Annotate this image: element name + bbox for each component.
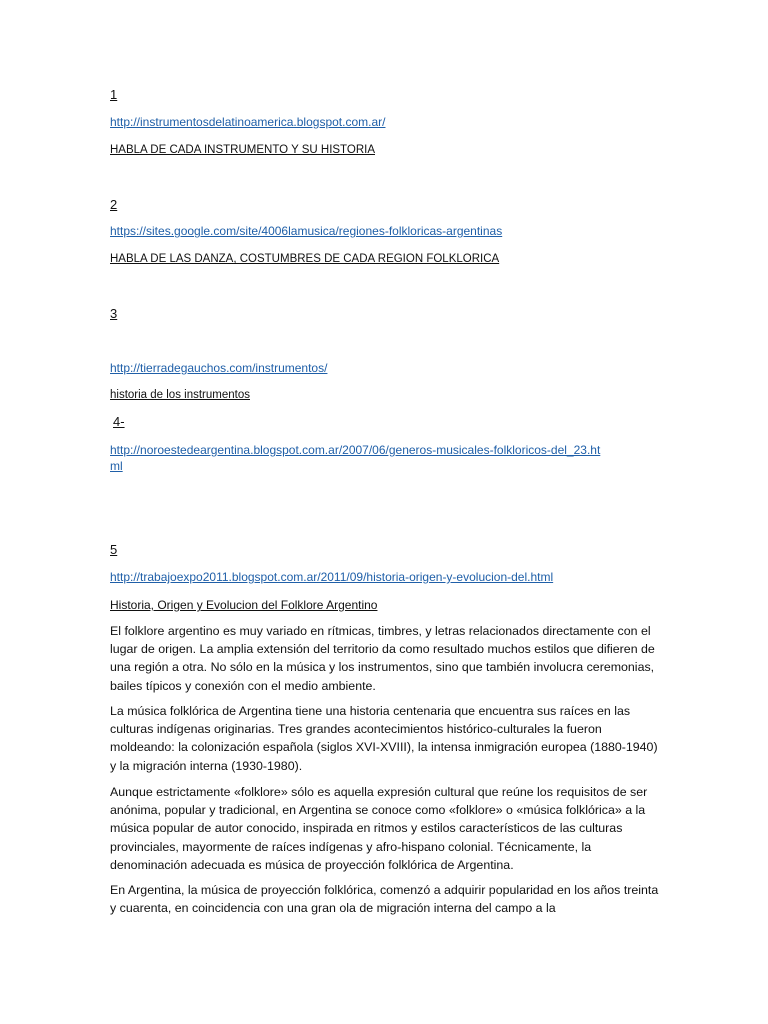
section-number-2: 2 [110, 197, 118, 212]
section-link-3[interactable]: http://tierradegauchos.com/instrumentos/ [110, 361, 328, 375]
section-description-2: HABLA DE LAS DANZA, COSTUMBRES DE CADA REGION FOLKLORICA [110, 253, 500, 265]
body-paragraph-1: El folklore argentino es muy variado en rítmicas, timbres, y letras relacionados directamente con el lugar de origen. La amplia extensión del territorio da como resultado muchos estilos que difieren de una región a otra. No sólo en la música y los instrumentos, sino que también involucra ceremonias, bailes típicos y conexión con el medio ambiente. [110, 624, 655, 693]
body-paragraph-2: La música folklórica de Argentina tiene una historia centenaria que encuentra sus raíces en las culturas indígenas originarias. Tres grandes acontecimientos histórico-culturales la fueron moldeando: la colonización española (siglos XVI-XVIII), la intensa inmigración europea (1880-1940) y la migración interna (1930-1980). [110, 704, 658, 773]
section-description-1: HABLA DE CADA INSTRUMENTO Y SU HISTORIA [110, 144, 375, 156]
section-number-5: 5 [110, 542, 118, 557]
section-number-4: 4- [113, 414, 125, 429]
section-link-4[interactable]: http://noroestedeargentina.blogspot.com.ar/2007/06/generos-musicales-folkloricos-del_23.html [110, 443, 601, 473]
section-link-2[interactable]: https://sites.google.com/site/4006lamusica/regiones-folkloricas-argentinas [110, 224, 503, 238]
section-description-5: Historia, Origen y Evolucion del Folklore Argentino [110, 598, 378, 612]
body-paragraph-3: Aunque estrictamente «folklore» sólo es aquella expresión cultural que reúne los requisitos de ser anónima, popular y tradicional, en Argentina se conoce como «folklore» o «música folklórica» a la música popular de autor conocido, inspirada en ritmos y estilos característicos de las culturas provinciales, mayormente de raíces indígenas y afro-hispano colonial. Técnicamente, la denominación adecuada es música de proyección folklórica de Argentina. [110, 785, 648, 872]
section-description-3: historia de los instrumentos [110, 389, 250, 401]
body-paragraph-4: En Argentina, la música de proyección folklórica, comenzó a adquirir popularidad en los años treinta y cuarenta, en coincidencia con una gran ola de migración interna del campo a la [110, 883, 659, 916]
section-number-1: 1 [110, 87, 118, 102]
section-number-3: 3 [110, 306, 118, 321]
section-link-1[interactable]: http://instrumentosdelatinoamerica.blogspot.com.ar/ [110, 115, 386, 129]
section-link-5[interactable]: http://trabajoexpo2011.blogspot.com.ar/2011/09/historia-origen-y-evolucion-del.html [110, 570, 554, 584]
